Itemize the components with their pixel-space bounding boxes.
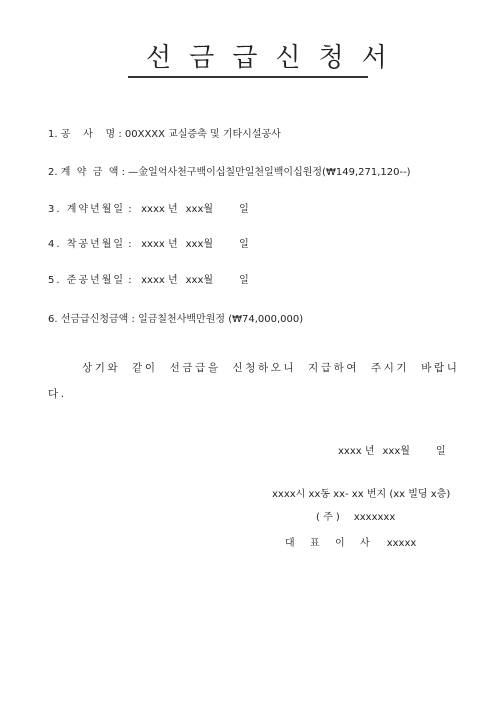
- date-month: xxx월: [185, 275, 214, 286]
- item-value: —金일억사천구백이십칠만일천일백이십원정(₩149,271,120--): [128, 167, 411, 178]
- corp-name: xxxxxxx: [353, 512, 396, 523]
- date-month: xxx월: [382, 446, 410, 457]
- company-address: xxxx시 xx동 xx- xx 번지 (xx 빌딩 x층): [272, 489, 451, 500]
- date-day: 일: [239, 239, 249, 250]
- company-name: [316, 511, 395, 525]
- item-contract-amount: 2. 계 약 금 액 : —金일억사천구백이십칠만일천일백이십원정(₩149,271,120--): [48, 167, 411, 178]
- date-year: xxxx 년: [338, 446, 375, 457]
- item-value: 일금칠천사백만원정 (₩74,000,000): [138, 314, 304, 325]
- date-month: xxx월: [185, 239, 214, 250]
- date-year: xxxx 년: [141, 239, 178, 250]
- rep-name: xxxxx: [386, 538, 417, 549]
- rep-label: 대 표 이 사: [285, 538, 373, 549]
- date-year: xxxx 년: [141, 204, 178, 215]
- item-project-name: 1. 공 사 명 : 00XXXX 교실증축 및 기타시설공사: [48, 129, 281, 140]
- item-start-date: 4. 착공년월일 : xxxx 년 xxx월 일: [48, 239, 249, 250]
- date-day: 일: [239, 275, 249, 286]
- item-value: 00XXXX 교실증축 및 기타시설공사: [124, 129, 281, 140]
- date-day: 일: [239, 204, 249, 215]
- item-contract-date: 3. 계약년월일 : xxxx 년 xxx월 일: [48, 204, 249, 215]
- request-statement: 상기와 같이 선금급을 신청하오니 지급하여 주시기 바랍니다.: [48, 362, 460, 400]
- date-year: xxxx 년: [141, 275, 178, 286]
- item-advance-amount: 6. 선금급신청금액 : 일금칠천사백만원정 (₩74,000,000): [48, 314, 304, 325]
- item-label: 3. 계약년월일: [48, 204, 126, 215]
- date-day: 일: [435, 446, 446, 457]
- item-completion-date: 5. 준공년월일 : xxxx 년 xxx월 일: [48, 275, 249, 286]
- submission-date: [338, 445, 446, 459]
- item-label: 5. 준공년월일: [48, 275, 126, 286]
- corp-label: ( 주 ): [316, 512, 340, 523]
- date-month: xxx월: [185, 204, 214, 215]
- item-label: 4. 착공년월일: [48, 239, 126, 250]
- representative: [285, 537, 416, 551]
- item-label: 1. 공 사 명: [48, 129, 116, 140]
- document-title: 선금급신청서: [128, 38, 368, 78]
- item-label: 2. 계 약 금 액: [48, 167, 119, 178]
- item-label: 6. 선금급신청금액: [48, 314, 129, 325]
